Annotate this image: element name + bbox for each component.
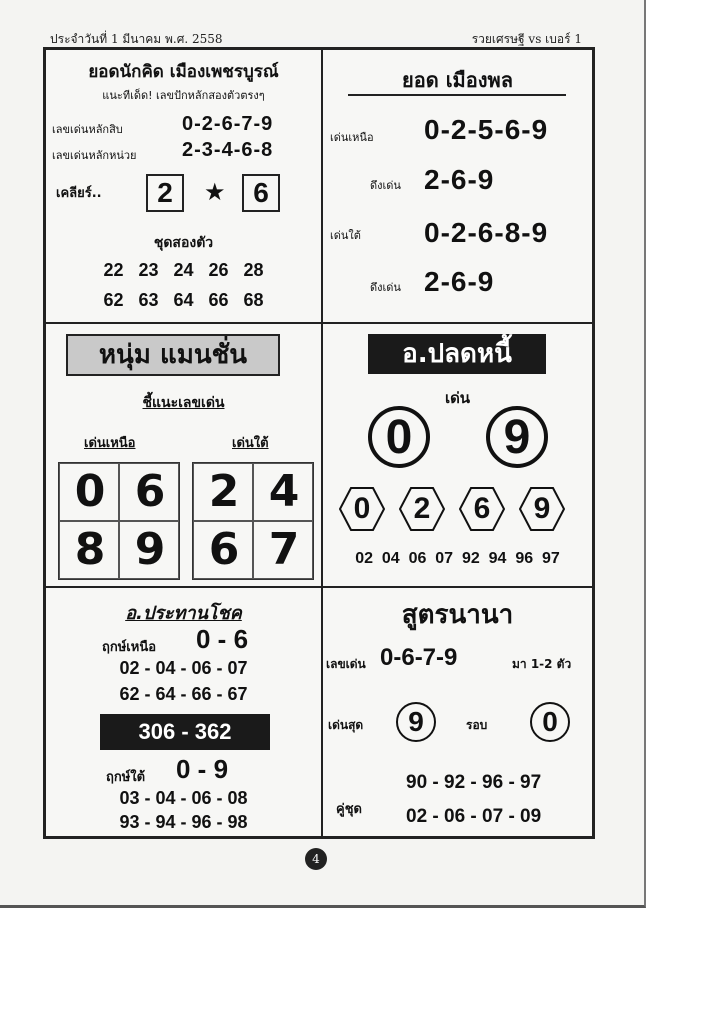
hexagon-icon bbox=[399, 486, 445, 532]
hexagon-icon bbox=[519, 486, 565, 532]
p5-north-value: 0 - 6 bbox=[196, 624, 249, 654]
p2-line2-value: 2-6-9 bbox=[424, 164, 495, 195]
p6-pair-row1: 90 - 92 - 96 - 97 bbox=[406, 772, 542, 793]
grid-cell: 2 bbox=[193, 463, 253, 521]
p5-south-value: 0 - 9 bbox=[176, 754, 229, 784]
p2-line3-label: เด่นใต้ bbox=[330, 229, 361, 242]
p4-hex-digit: 6 bbox=[473, 492, 491, 525]
grid-cell: 4 bbox=[253, 463, 313, 521]
p4-hex-digit: 9 bbox=[533, 492, 551, 525]
p3-title: หนุ่ม แมนชั่น bbox=[66, 334, 280, 376]
p3-left-grid bbox=[58, 462, 180, 580]
p2-line3-value: 0-2-6-8-9 bbox=[424, 217, 549, 248]
hexagon-icon bbox=[339, 486, 385, 532]
p6-top-circle: 9 bbox=[396, 702, 436, 742]
p1-set-row1: 22 23 24 26 28 bbox=[103, 260, 264, 280]
p4-title: อ.ปลดหนี้ bbox=[368, 334, 546, 374]
p2-title: ยอด เมืองพล bbox=[402, 68, 513, 92]
p6-pair-row2: 02 - 06 - 07 - 09 bbox=[406, 806, 542, 827]
grid-cell: 0 bbox=[59, 463, 119, 521]
p5-south-row2: 93 - 94 - 96 - 98 bbox=[119, 812, 248, 832]
p5-north-row1: 02 - 04 - 06 - 07 bbox=[119, 658, 248, 678]
p6-title: สูตรนานา bbox=[401, 600, 514, 630]
p1-subtitle: แนะทีเด็ด! เลขปักหลักสองตัวตรงๆ bbox=[102, 89, 265, 102]
p4-hex-digit: 0 bbox=[353, 492, 371, 525]
hexagon-icon bbox=[459, 486, 505, 532]
p5-south-label: ฤกษ์ใต้ bbox=[106, 770, 146, 785]
p3-subtitle: ชี้แนะเลขเด่น bbox=[142, 395, 225, 411]
p2-line1-label: เด่นเหนือ bbox=[330, 131, 374, 144]
p5-north-label: ฤกษ์เหนือ bbox=[102, 640, 157, 655]
row-divider bbox=[46, 322, 592, 324]
star-icon: ★ bbox=[204, 178, 226, 206]
p6-pair-label: คู่ชุด bbox=[336, 802, 362, 817]
p6-main-label: เลขเด่น bbox=[326, 657, 366, 671]
grid-cell: 6 bbox=[193, 521, 253, 579]
p1-row2-label: เลขเด่นหลักหน่วย bbox=[52, 149, 137, 162]
grid-cell: 9 bbox=[119, 521, 179, 579]
p1-row2-value: 2-3-4-6-8 bbox=[182, 139, 274, 161]
p5-title: อ.ประทานโชค bbox=[125, 603, 242, 624]
p1-row1-value: 0-2-6-7-9 bbox=[182, 113, 274, 135]
p4-big-circle: 0 bbox=[368, 406, 430, 468]
grid-cell: 7 bbox=[253, 521, 313, 579]
p5-north-row2: 62 - 64 - 66 - 67 bbox=[119, 684, 248, 704]
p3-right-grid bbox=[192, 462, 314, 580]
p1-clear-box-b: 6 bbox=[242, 174, 280, 212]
p6-round-circle: 0 bbox=[530, 702, 570, 742]
page-number: 4 bbox=[305, 848, 327, 870]
p3-right-label: เด่นใต้ bbox=[232, 436, 269, 451]
p1-title: ยอดนักคิด เมืองเพชรบูรณ์ bbox=[88, 62, 279, 82]
row-divider bbox=[46, 586, 592, 588]
p2-line4-label: ดึงเด่น bbox=[370, 281, 401, 294]
header-date: ประจำวันที่ 1 มีนาคม พ.ศ. 2558 bbox=[50, 32, 223, 46]
column-divider bbox=[321, 50, 323, 836]
p1-set-row2: 62 63 64 66 68 bbox=[103, 290, 264, 310]
p2-line1-value: 0-2-5-6-9 bbox=[424, 114, 549, 145]
p2-line4-value: 2-6-9 bbox=[424, 266, 495, 297]
grid-cell: 8 bbox=[59, 521, 119, 579]
p6-top-label: เด่นสุด bbox=[328, 718, 364, 732]
p2-title-underline bbox=[348, 94, 566, 96]
content-frame bbox=[43, 47, 595, 839]
p1-set-label: ชุดสองตัว bbox=[153, 235, 214, 251]
p3-left-label: เด่นเหนือ bbox=[84, 436, 136, 451]
p5-south-row1: 03 - 04 - 06 - 08 bbox=[119, 788, 248, 808]
p5-badge: 306 - 362 bbox=[100, 714, 270, 750]
p6-round-label: รอบ bbox=[466, 718, 488, 732]
p4-big-circle: 9 bbox=[486, 406, 548, 468]
p1-row1-label: เลขเด่นหลักสิบ bbox=[52, 123, 123, 136]
p2-line2-label: ดึงเด่น bbox=[370, 179, 401, 192]
p1-clear-box-a: 2 bbox=[146, 174, 184, 212]
p4-subtitle: เด่น bbox=[444, 389, 471, 407]
p4-number-row: 02 04 06 07 92 94 96 97 bbox=[355, 550, 560, 567]
p6-main-suffix: มา 1-2 ตัว bbox=[512, 657, 572, 671]
header-title: รวยเศรษฐี vs เบอร์ 1 bbox=[471, 32, 582, 46]
p1-clear-label: เคลียร์.. bbox=[56, 186, 102, 201]
grid-cell: 6 bbox=[119, 463, 179, 521]
p6-main-value: 0-6-7-9 bbox=[380, 644, 458, 671]
p4-hex-digit: 2 bbox=[413, 492, 431, 525]
